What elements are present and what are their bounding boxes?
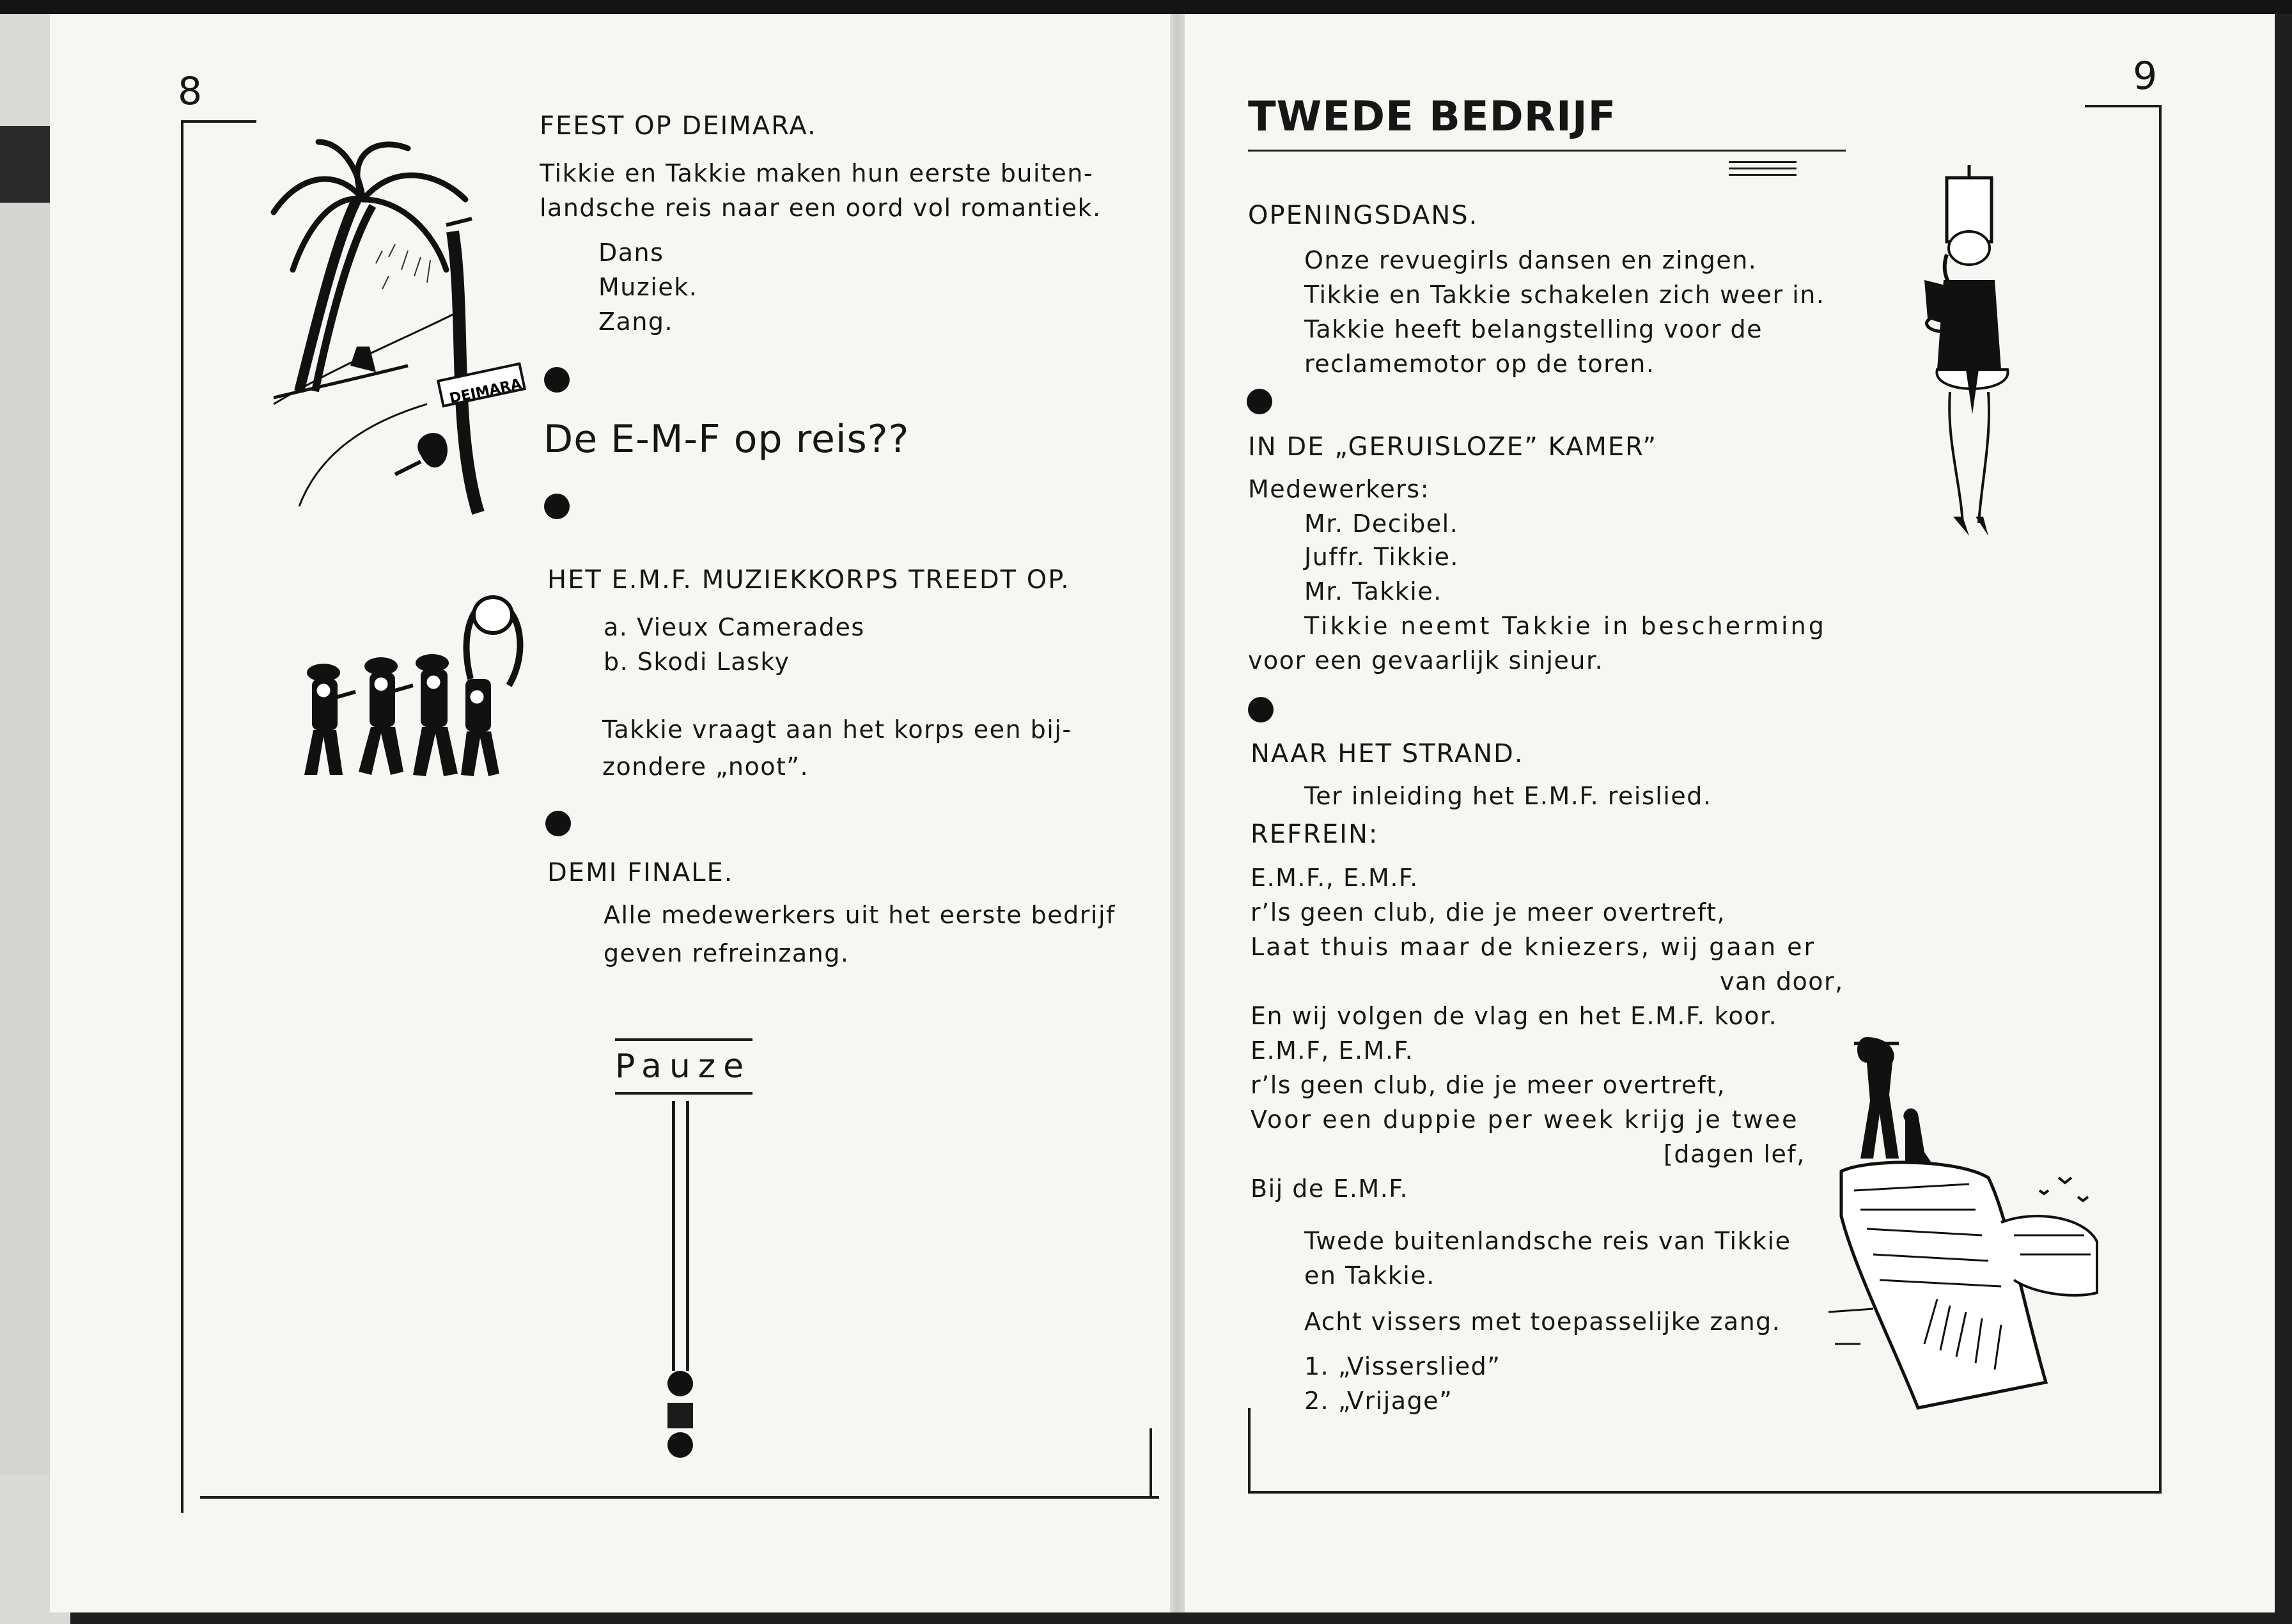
body-line: Onze revuegirls dansen en zingen. — [1304, 246, 1758, 274]
body-line: Twede buitenlandsche reis van Tikkie — [1304, 1227, 1791, 1255]
refrain-line: E.M.F., E.M.F. — [1251, 864, 1419, 892]
deimara-sign-text: DEIMARA — [448, 376, 524, 407]
section-title: DEMI FINALE. — [547, 858, 734, 887]
title-rule — [1248, 150, 1846, 152]
title-rule — [1729, 168, 1797, 169]
page-number-left: 8 — [178, 69, 203, 114]
pause-rule — [615, 1092, 752, 1095]
frame-right — [2085, 105, 2162, 107]
bullet-dot — [667, 1432, 693, 1458]
body-line-text: Takkie heeft belangstelling voor de — [1304, 315, 1763, 343]
frame-left — [200, 1496, 1159, 1499]
note-line: Takkie vraagt aan het korps een bij- — [602, 715, 1072, 744]
body-line: en Takkie. — [1304, 1261, 1435, 1290]
refrain-line: En wij volgen de vlag en het E.M.F. koor. — [1251, 1002, 1778, 1030]
cast-member: Mr. Takkie. — [1304, 577, 1442, 605]
palm-tree-illustration — [261, 123, 529, 526]
list-item: Zang. — [598, 308, 674, 336]
frame-right — [1248, 1491, 2162, 1494]
note-line: zondere „noot”. — [602, 753, 809, 781]
body-line: Alle medewerkers uit het eerste bedrijf — [604, 901, 1116, 929]
top-edge — [0, 0, 2292, 14]
list-item: b. Skodi Lasky — [604, 648, 790, 676]
pause-label: Pauze — [615, 1047, 752, 1086]
section-title: FEEST OP DEIMARA. — [540, 111, 817, 141]
bullet-dot — [544, 494, 570, 519]
desc-line: landsche reis naar een oord vol romantiek. — [540, 194, 1102, 222]
song-item: 1. „Visserslied” — [1304, 1352, 1501, 1380]
body-line: voor een gevaarlijk sinjeur. — [1248, 646, 1604, 675]
pause-post — [672, 1101, 675, 1371]
cast-member: Juffr. Tikkie. — [1304, 543, 1459, 571]
body-line: geven refreinzang. — [604, 939, 850, 967]
gutter — [1170, 14, 1185, 1612]
title-rule — [1729, 174, 1797, 176]
desc-line: Tikkie en Takkie maken hun eerste buiten- — [540, 159, 1094, 187]
refrain-line: Bij de E.M.F. — [1251, 1175, 1409, 1203]
bullet-dot — [667, 1371, 693, 1396]
body-line: Acht vissers met toepasselijke zang. — [1304, 1308, 1781, 1336]
title-rule — [1729, 161, 1797, 163]
frame-left — [181, 120, 183, 1513]
bullet-dot — [544, 367, 570, 393]
refrain-line: Voor een duppie per week krijg je twee — [1251, 1105, 1799, 1134]
headline: De E-M-F op reis?? — [543, 417, 910, 462]
frame-left — [181, 120, 256, 123]
bullet-dot — [1248, 697, 1274, 722]
bullet-dot — [545, 811, 571, 836]
bullet-dot — [1247, 389, 1272, 414]
body-line — [1304, 312, 1848, 347]
frame-right — [2159, 105, 2162, 1494]
refrain-line: van door, — [1720, 967, 1844, 995]
refrain-line: [dagen lef, — [1664, 1140, 1805, 1168]
frame-right — [1248, 1408, 1251, 1494]
section-title: HET E.M.F. MUZIEKKORPS TREEDT OP. — [547, 565, 1070, 595]
refrain-line: r’ls geen club, die je meer overtreft, — [1251, 898, 1726, 926]
list-item: Muziek. — [598, 273, 698, 301]
section-title: NAAR HET STRAND. — [1251, 739, 1524, 769]
revuegirl-illustration — [1912, 165, 2033, 542]
refrain-line: Laat thuis maar de kniezers, wij gaan er — [1251, 933, 1816, 961]
pause-post — [686, 1101, 689, 1371]
booklet-spread — [50, 14, 2275, 1612]
refrain-label: REFREIN: — [1251, 820, 1379, 849]
song-item: 2. „Vrijage” — [1304, 1387, 1453, 1415]
list-item: Dans — [598, 238, 664, 267]
refrain-line: E.M.F, E.M.F. — [1251, 1036, 1414, 1065]
pause-block — [667, 1403, 693, 1428]
band-illustration — [285, 589, 534, 794]
body-line: Tikkie en Takkie schakelen zich weer in. — [1304, 281, 1825, 309]
list-item: a. Vieux Camerades — [604, 613, 865, 641]
refrain-line: r’ls geen club, die je meer overtreft, — [1251, 1071, 1726, 1099]
cast-label: Medewerkers: — [1248, 475, 1430, 503]
body-line: Ter inleiding het E.M.F. reislied. — [1304, 782, 1712, 810]
rock-fishermen-illustration — [1828, 1024, 2123, 1421]
act-title: TWEDE BEDRIJF — [1248, 93, 1617, 141]
body-line: Tikkie neemt Takkie in bescherming — [1304, 612, 1827, 640]
body-line: reclamemotor op de toren. — [1304, 350, 1655, 378]
section-title: OPENINGSDANS. — [1248, 201, 1479, 230]
section-title: IN DE „GERUISLOZE” KAMER” — [1248, 432, 1658, 462]
frame-left — [1150, 1428, 1152, 1497]
page-number-right: 9 — [2133, 54, 2158, 98]
cast-member: Mr. Decibel. — [1304, 510, 1459, 538]
